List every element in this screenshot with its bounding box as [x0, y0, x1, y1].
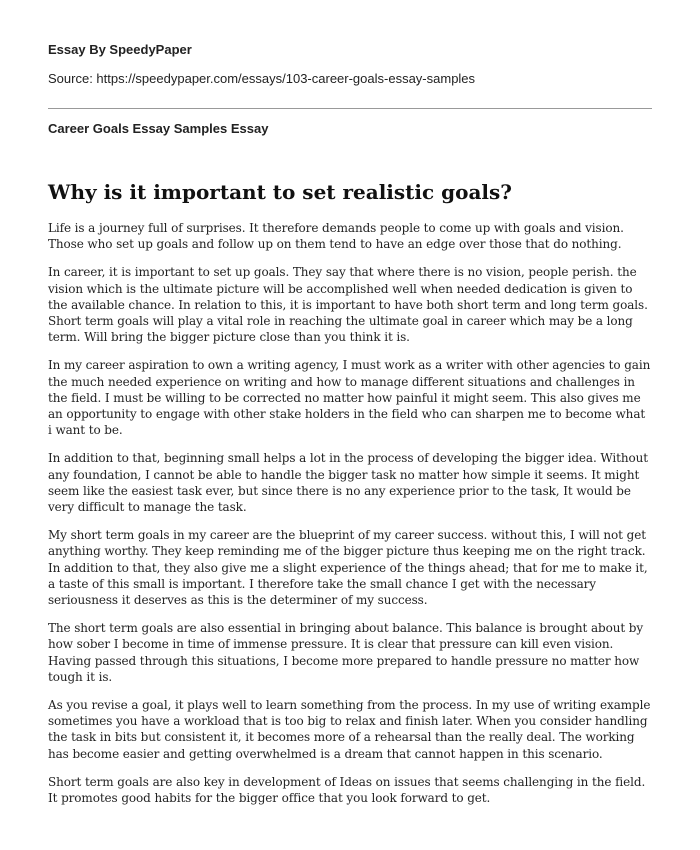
paragraph: Life is a journey full of surprises. It therefore demands people to come up with goals and vision. Those who set up goals and follow up on them tend to have an edge over those that do nothing. [48, 221, 624, 252]
paragraph: In my career aspiration to own a writing agency, I must work as a writer with other agencies to gain the much needed experience on writing and how to manage different situations and challenges in the field. I must be willing to be corrected no matter how painful it might seem. This also gives me an opportunity to engage with other stake holders in the field who can sharpen me to become what i want to be. [48, 358, 651, 438]
essay-heading: Why is it important to set realistic goals? [48, 180, 513, 204]
source-line: Source: https://speedypaper.com/essays/103-career-goals-essay-samples [48, 71, 476, 86]
paragraph: The short term goals are also essential in bringing about balance. This balance is brought about by how sober I become in time of immense pressure. It is clear that pressure can kill even vision. Having passed through this situations, I become more prepared to handle pressure no matter how tough it is. [48, 621, 644, 684]
paragraph: My short term goals in my career are the blueprint of my career success. without this, I will not get anything worthy. They keep reminding me of the bigger picture thus keeping me on the right track. In addition to that, they also give me a slight experience of the things ahead; that for me to make it, a taste of this small is important. I therefore take the small chance I get with the necessary seriousness it deserves as this is the determiner of my success. [48, 528, 648, 608]
brand-label: Essay By SpeedyPaper [48, 42, 192, 57]
paragraph: In addition to that, beginning small helps a lot in the process of developing the bigger idea. Without any foundation, I cannot be able to handle the bigger task no matter how simple it seems. It might seem like the easiest task ever, but since there is no any experience prior to the task, It would be very difficult to manage the task. [48, 451, 648, 515]
paragraph: In career, it is important to set up goals. They say that where there is no vision, people perish. the vision which is the ultimate picture will be accomplished well when needed dedication is given to the available chance. In relation to this, it is important to have both short term and long term goals. Short term goals will play a vital role in reaching the ultimate goal in career which may be a long term. Will bring the bigger picture close than you think it is. [48, 265, 648, 345]
header-divider [48, 108, 652, 109]
paragraph: Short term goals are also key in development of Ideas on issues that seems challenging in the field. It promotes good habits for the bigger office that you look forward to get. [48, 774, 646, 806]
document-title: Career Goals Essay Samples Essay [48, 121, 269, 136]
paragraph: As you revise a goal, it plays well to learn something from the process. In my use of writing example sometimes you have a workload that is too big to relax and finish later. When you consider handling the task in bits but consistent it, it becomes more of a rehearsal than the really deal. The working has become easier and getting overwhelmed is a dream that cannot happen in this scenario. [48, 698, 651, 761]
